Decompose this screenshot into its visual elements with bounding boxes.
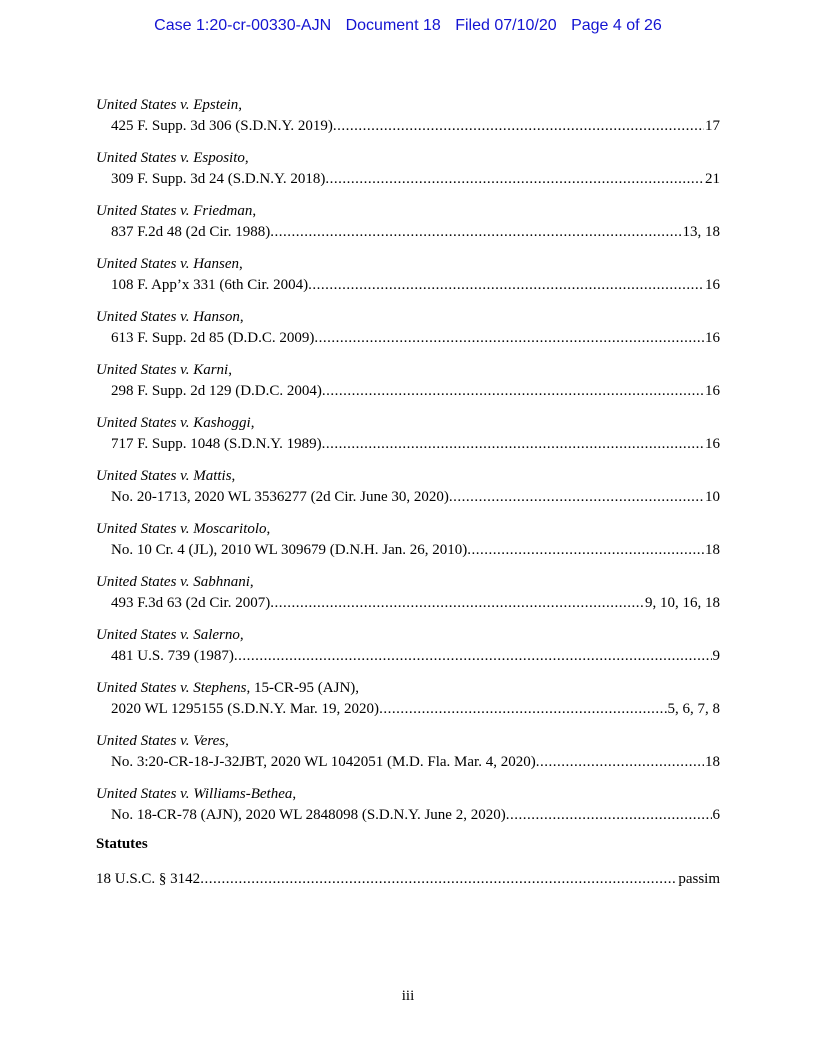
page-references: 16 xyxy=(705,383,720,399)
case-entry xyxy=(96,466,720,519)
case-citation: 481 U.S. 739 (1987) xyxy=(111,648,234,664)
case-citation: No. 3:20-CR-18-J-32JBT, 2020 WL 1042051 (M.D. Fla. Mar. 4, 2020) xyxy=(111,754,536,770)
page-references: 6 xyxy=(712,807,720,823)
dot-leader xyxy=(308,275,704,296)
case-citation: No. 20-1713, 2020 WL 3536277 (2d Cir. June 30, 2020) xyxy=(111,489,449,505)
page-references: 13, 18 xyxy=(682,224,720,240)
page-references: 17 xyxy=(705,118,720,134)
case-name: United States v. Hanson xyxy=(96,309,240,325)
dot-leader xyxy=(200,869,677,890)
case-entry xyxy=(96,360,720,413)
page-references: 9, 10, 16, 18 xyxy=(645,595,720,611)
dot-leader xyxy=(314,328,704,349)
case-entry xyxy=(96,307,720,360)
case-name: United States v. Williams-Bethea xyxy=(96,786,293,802)
case-name-suffix: , xyxy=(250,415,255,431)
case-name-suffix: , xyxy=(244,150,249,166)
case-citation: 108 F. App’x 331 (6th Cir. 2004) xyxy=(111,277,309,293)
case-name: United States v. Salerno, xyxy=(96,627,244,643)
statute-citation: 18 U.S.C. § 3142 xyxy=(96,871,201,887)
case-entry xyxy=(96,519,720,572)
page-references: 18 xyxy=(705,754,720,770)
filed-date: Filed 07/10/20 xyxy=(455,17,557,34)
page-references: 16 xyxy=(705,277,720,293)
case-citation: No. 10 Cr. 4 (JL), 2010 WL 309679 (D.N.H. Jan. 26, 2010) xyxy=(111,542,468,558)
table-of-authorities-cases xyxy=(96,95,720,837)
dot-leader xyxy=(467,540,704,561)
dot-leader xyxy=(322,381,704,402)
case-name: United States v. Stephens xyxy=(96,680,247,696)
case-name-suffix: , xyxy=(239,256,243,272)
case-name-suffix: , xyxy=(252,203,257,219)
dot-leader xyxy=(333,116,704,137)
case-entry xyxy=(96,254,720,307)
case-name: United States v. Sabhnani xyxy=(96,574,250,590)
case-citation: 837 F.2d 48 (2d Cir. 1988) xyxy=(111,224,271,240)
case-name-suffix: , xyxy=(231,468,236,484)
page-references: 9 xyxy=(712,648,720,664)
case-entry xyxy=(96,413,720,466)
case-citation: 493 F.3d 63 (2d Cir. 2007) xyxy=(111,595,271,611)
page-references: passim xyxy=(678,871,720,887)
case-name-suffix: , xyxy=(266,521,271,537)
page-indicator: Page 4 of 26 xyxy=(571,17,662,34)
page-references: 21 xyxy=(705,171,720,187)
case-name: United States v. Esposito xyxy=(96,150,245,166)
page-number: iii xyxy=(401,988,415,1004)
case-name-suffix: , xyxy=(225,733,229,749)
case-citation: 2020 WL 1295155 (S.D.N.Y. Mar. 19, 2020) xyxy=(111,701,380,717)
page-references: 10 xyxy=(705,489,720,505)
page-references: 16 xyxy=(705,436,720,452)
case-name: United States v. Hansen xyxy=(96,256,240,272)
case-entry xyxy=(96,784,720,837)
ecf-header xyxy=(0,17,816,35)
case-citation: 425 F. Supp. 3d 306 (S.D.N.Y. 2019) xyxy=(111,118,333,134)
case-entry xyxy=(96,625,720,678)
dot-leader xyxy=(449,487,704,508)
case-citation: 298 F. Supp. 2d 129 (D.D.C. 2004) xyxy=(111,383,322,399)
case-name: United States v. Moscaritolo xyxy=(96,521,267,537)
case-entry xyxy=(96,201,720,254)
case-name: United States v. Veres xyxy=(96,733,226,749)
dot-leader xyxy=(536,752,704,773)
case-number: Case 1:20-cr-00330-AJN xyxy=(154,17,332,34)
case-entry xyxy=(96,148,720,201)
dot-leader xyxy=(325,169,704,190)
case-entry xyxy=(96,572,720,625)
case-name: United States v. Karni xyxy=(96,362,229,378)
document-number: Document 18 xyxy=(345,17,441,34)
statute-entry xyxy=(96,869,720,890)
case-entry xyxy=(96,731,720,784)
case-citation: 613 F. Supp. 2d 85 (D.D.C. 2009) xyxy=(111,330,315,346)
dot-leader xyxy=(234,646,712,667)
dot-leader xyxy=(322,434,704,455)
case-name-suffix: , 15-CR-95 (AJN), xyxy=(246,680,360,696)
case-name: United States v. Kashoggi xyxy=(96,415,251,431)
dot-leader xyxy=(270,593,644,614)
case-name: United States v. Mattis xyxy=(96,468,232,484)
case-name-suffix: , xyxy=(249,574,254,590)
case-name-suffix: , xyxy=(292,786,297,802)
case-name-suffix: , xyxy=(239,309,244,325)
dot-leader xyxy=(379,699,666,720)
statutes-heading: Statutes xyxy=(96,836,148,852)
case-entry xyxy=(96,678,720,731)
case-name-suffix: , xyxy=(228,362,232,378)
page-references: 18 xyxy=(705,542,720,558)
case-name: United States v. Epstein xyxy=(96,97,239,113)
case-name: United States v. Friedman xyxy=(96,203,253,219)
dot-leader xyxy=(506,805,712,826)
dot-leader xyxy=(270,222,681,243)
case-citation: 309 F. Supp. 3d 24 (S.D.N.Y. 2018) xyxy=(111,171,326,187)
case-citation: No. 18-CR-78 (AJN), 2020 WL 2848098 (S.D.N.Y. June 2, 2020) xyxy=(111,807,506,823)
case-name-suffix: , xyxy=(238,97,242,113)
case-entry xyxy=(96,95,720,148)
case-citation: 717 F. Supp. 1048 (S.D.N.Y. 1989) xyxy=(111,436,322,452)
page-references: 5, 6, 7, 8 xyxy=(667,701,720,717)
page-references: 16 xyxy=(705,330,720,346)
